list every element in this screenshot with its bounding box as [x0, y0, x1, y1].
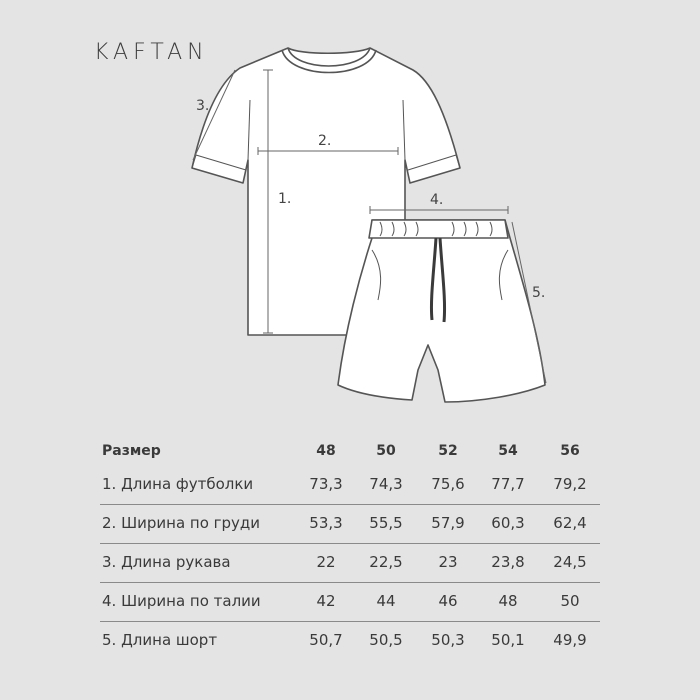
- row-value: 73,3: [309, 475, 343, 493]
- row-value: 48: [498, 592, 518, 610]
- size-header-label: Размер: [102, 443, 161, 459]
- row-name: 3. Длина рукава: [102, 553, 231, 571]
- measure-label-3: 3.: [196, 98, 210, 114]
- size-table: [100, 438, 600, 660]
- brand-logo: KAFTAN: [94, 40, 209, 65]
- row-value: 57,9: [431, 514, 465, 532]
- row-value: 75,6: [431, 475, 465, 493]
- size-col-54: 54: [498, 443, 518, 459]
- row-value: 77,7: [491, 475, 525, 493]
- measure-label-4: 4.: [430, 192, 444, 208]
- row-value: 50,1: [491, 631, 525, 649]
- row-value: 79,2: [553, 475, 587, 493]
- size-table-header: [100, 438, 600, 466]
- row-name: 1. Длина футболки: [102, 475, 254, 493]
- row-value: 24,5: [553, 553, 587, 571]
- table-row: [100, 466, 600, 505]
- size-col-56: 56: [560, 443, 580, 459]
- row-value: 50: [560, 592, 580, 610]
- row-value: 22,5: [369, 553, 403, 571]
- row-value: 42: [316, 592, 336, 610]
- row-value: 74,3: [369, 475, 403, 493]
- row-value: 62,4: [553, 514, 587, 532]
- table-row: [100, 544, 600, 583]
- row-value: 23,8: [491, 553, 525, 571]
- row-value: 53,3: [309, 514, 343, 532]
- row-value: 49,9: [553, 631, 587, 649]
- size-col-52: 52: [438, 443, 458, 459]
- size-col-50: 50: [376, 443, 396, 459]
- row-value: 50,5: [369, 631, 403, 649]
- table-row: [100, 505, 600, 544]
- measure-label-2: 2.: [318, 133, 332, 149]
- row-name: 4. Ширина по талии: [102, 592, 261, 610]
- row-value: 55,5: [369, 514, 403, 532]
- row-value: 50,3: [431, 631, 465, 649]
- row-name: 2. Ширина по груди: [102, 514, 261, 532]
- shorts-drawing: [338, 220, 545, 402]
- measure-label-5: 5.: [532, 285, 546, 301]
- row-value: 23: [438, 553, 458, 571]
- row-value: 46: [438, 592, 458, 610]
- row-value: 50,7: [309, 631, 343, 649]
- row-value: 60,3: [491, 514, 525, 532]
- size-col-48: 48: [316, 443, 336, 459]
- row-name: 5. Длина шорт: [102, 631, 218, 649]
- table-row: [100, 583, 600, 622]
- measure-label-1: 1.: [278, 191, 292, 207]
- row-value: 22: [316, 553, 336, 571]
- row-value: 44: [376, 592, 396, 610]
- table-row: [100, 622, 600, 660]
